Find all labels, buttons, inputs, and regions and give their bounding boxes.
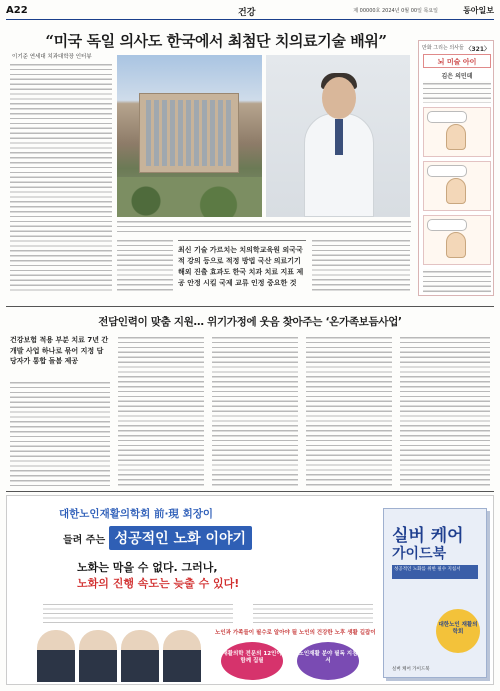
book-badge: 대한노인 재활의학회 [436, 609, 480, 653]
ad-line-2 [63, 526, 252, 550]
article-body-column-2 [117, 238, 173, 292]
speech-bubble [427, 111, 467, 123]
ad-line-2-prefix: 들려 주는 [63, 535, 106, 546]
section-label: 건강 [238, 8, 256, 18]
speech-bubble [427, 219, 467, 231]
cartoon-frame-3 [423, 215, 491, 265]
hospital-building [139, 93, 239, 173]
cartoon-footer-text [423, 269, 491, 293]
second-article-column-2 [118, 335, 204, 488]
second-article-column-1 [10, 380, 110, 488]
issue-date: 제 00000호 2024년 0월 00일 목요일 [353, 8, 438, 14]
cartoon-figure [446, 232, 466, 258]
ad-banner-text: 노인과 가족들이 필수로 알아야 될 노인의 건강한 노후 생활 길잡이 [215, 630, 376, 636]
ad-blurb-left [43, 602, 233, 624]
newspaper-logo: 동아일보 [463, 5, 494, 15]
second-article-headline: 전담인력이 맞춤 지원… 위기가정에 웃음 찾아주는 ‘온가족보듬사업’ [98, 316, 402, 328]
section-divider [6, 306, 494, 307]
cartoon-number: 〈321〉 [465, 46, 490, 53]
author-photo [121, 630, 159, 682]
ad-badge-1: 재활의학 전문의 12인이 함께 집필 [221, 642, 283, 680]
author-photos [37, 630, 207, 682]
author-photo [37, 630, 75, 682]
article-body-column-1 [10, 62, 112, 292]
ad-line-1: 대한노인재활의학회 前·現 회장이 [59, 508, 214, 520]
cartoon-author: 김은 의민데 [441, 73, 473, 80]
speech-bubble [427, 165, 467, 177]
cartoon-figure [446, 124, 466, 150]
cartoon-panel [418, 40, 494, 296]
doctor-portrait-photo [266, 55, 410, 217]
book-advertisement [6, 495, 494, 685]
photo-caption [117, 219, 411, 233]
ad-badge-2: 노인재활 분야 필독 지침서 [297, 642, 359, 680]
cartoon-frame-1 [423, 107, 491, 157]
second-article-column-5 [400, 335, 490, 488]
book-cover [383, 508, 487, 678]
author-photo [79, 630, 117, 682]
book-title-line-1: 실버 케어 [392, 526, 464, 546]
second-article-column-4 [306, 335, 392, 488]
book-title-line-2: 가이드북 [392, 546, 447, 562]
ad-slogan-2: 노화의 진행 속도는 늦출 수 있다! [77, 577, 240, 590]
second-article-column-3 [212, 335, 298, 488]
author-photo [163, 630, 201, 682]
ad-divider [6, 491, 494, 492]
article-headline: “미국 독일 의사도 한국에서 최첨단 치의료기술 배워” [45, 32, 387, 50]
pull-quote: 최신 기술 가르치는 치의학교육원 외국국적 강의 등으로 적정 방법 국산 의료기기 해외 진출 효과도 한국 치과 치료 지표 제공 안정 시킬 국제 교류 인정 중요한 것 [178, 240, 306, 288]
cartoon-intro-text [423, 81, 491, 103]
cartoon-frame-2 [423, 161, 491, 211]
ad-blurb-right [253, 602, 373, 624]
second-article-deck: 건강보험 적용 부분 치료 7년 간 개발 사업 하나로 묶어 지정 담당자가 통합 돌봄 제공 [10, 336, 109, 365]
article-body-column-3 [312, 238, 410, 292]
masthead [6, 4, 494, 20]
hospital-photo [117, 55, 262, 217]
cartoon-series: 만화 그리는 의사들 [422, 45, 464, 51]
book-publisher: 실버 케어 가이드북 [392, 667, 430, 672]
page-number: A22 [6, 5, 28, 16]
ad-line-2-highlight: 성공적인 노화 이야기 [109, 526, 252, 550]
cartoon-figure [446, 178, 466, 204]
book-subtitle: 성공적인 노화를 위한 필수 지침서 [392, 565, 478, 579]
cartoon-title: 뇌 미술 아이 [423, 54, 491, 68]
ad-slogan-1: 노화는 막을 수 없다. 그러나, [77, 561, 218, 574]
trees [117, 177, 262, 217]
doctor-tie [335, 119, 343, 155]
doctor-face [322, 77, 356, 119]
article-byline: 이기준 연세대 치과대학장 인터뷰 [12, 54, 92, 60]
